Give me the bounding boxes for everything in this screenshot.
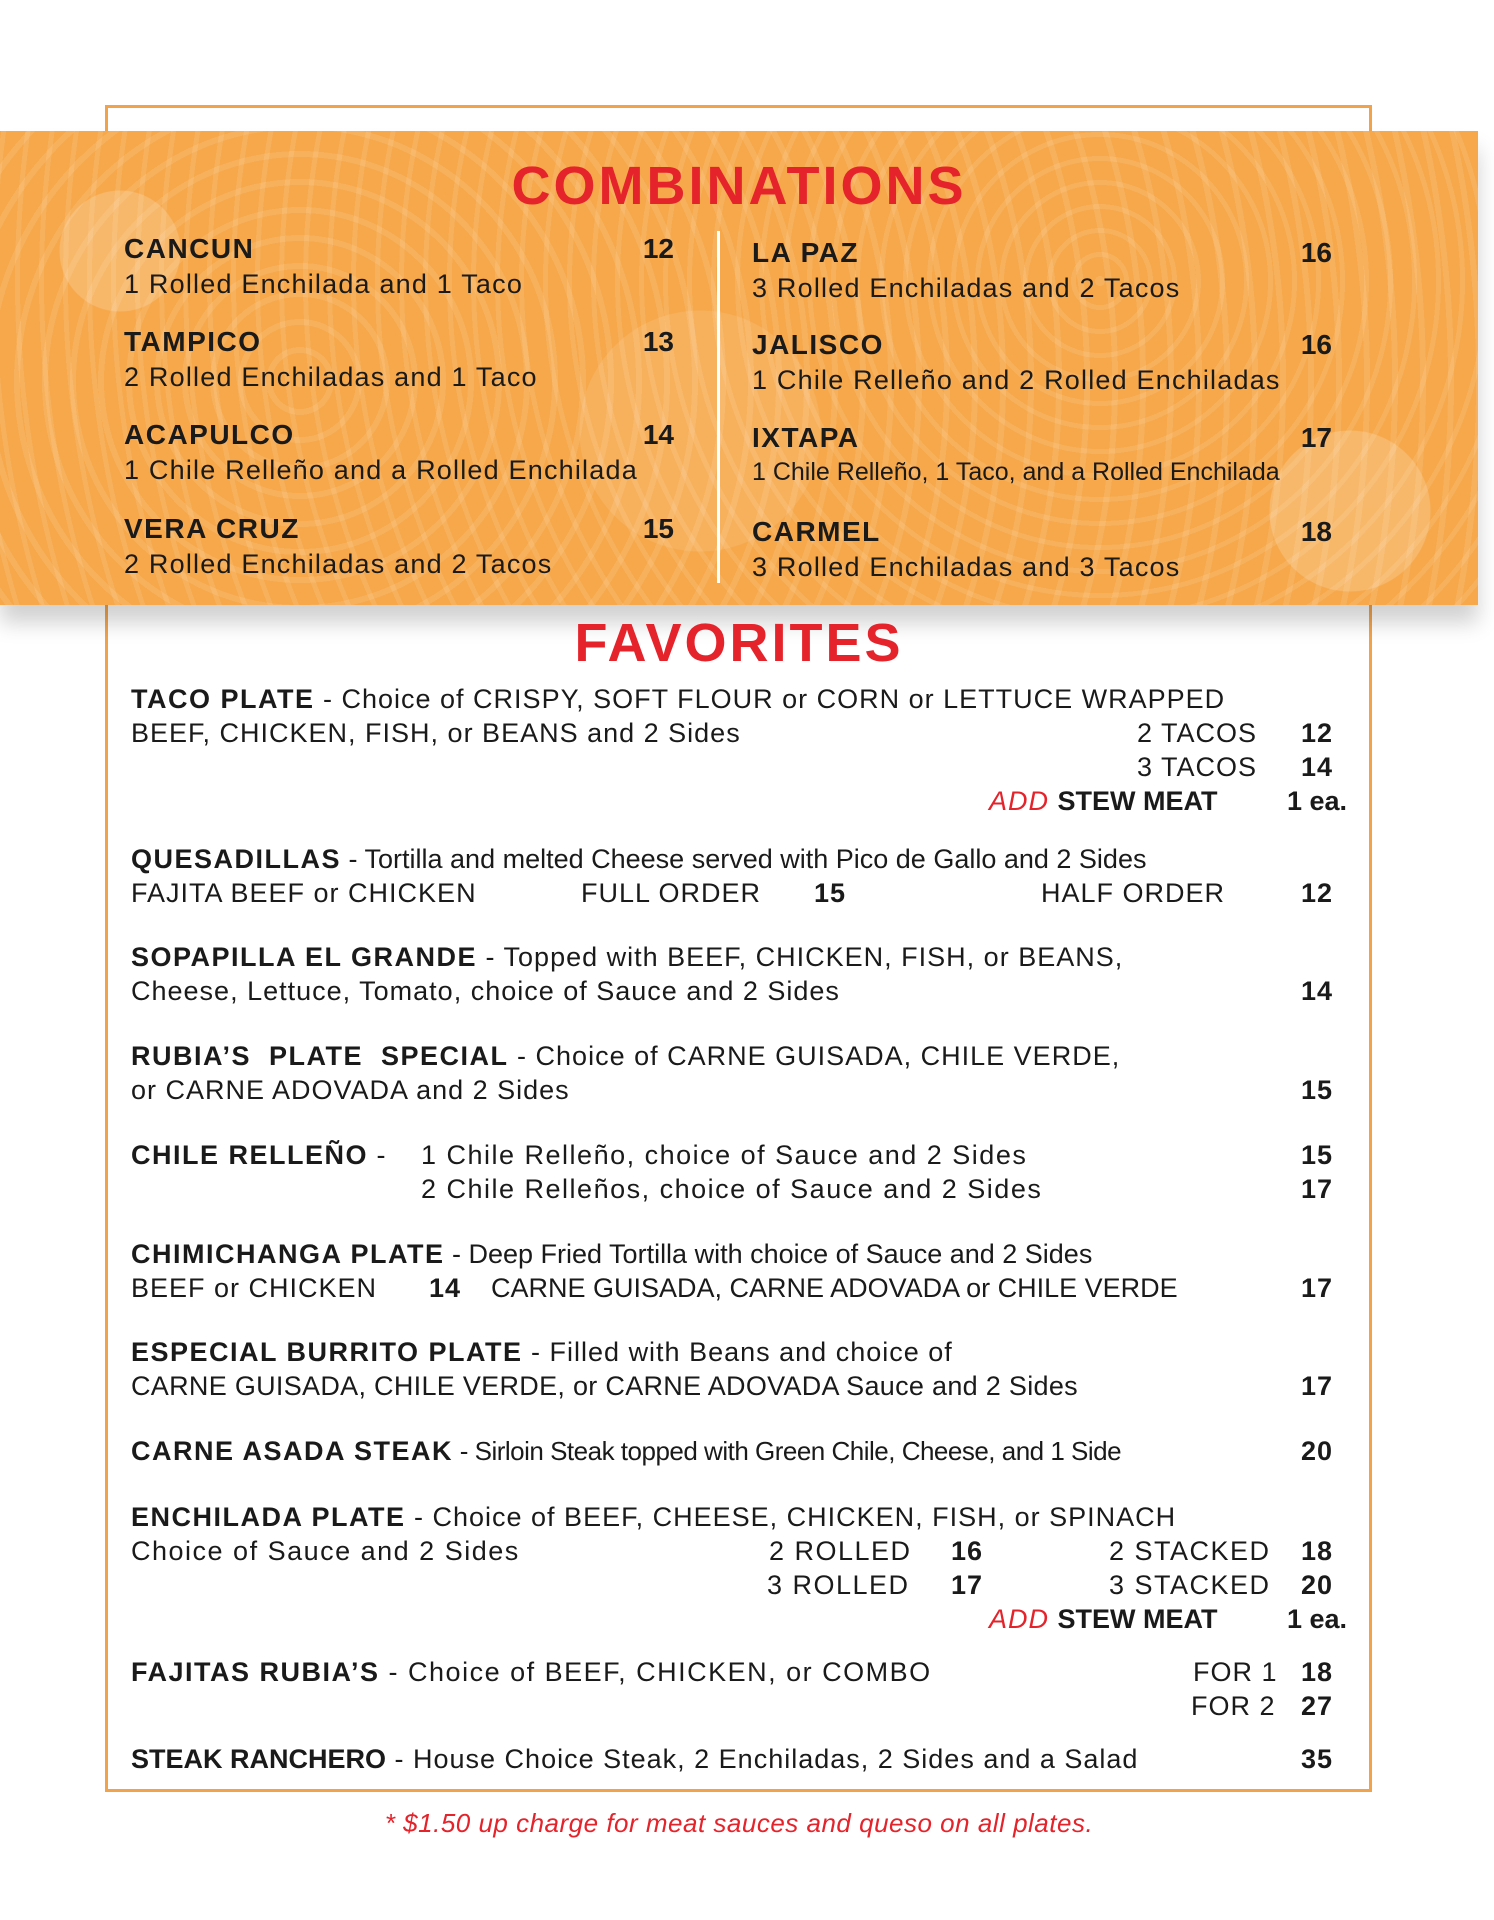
combo-name: LA PAZ xyxy=(752,237,859,268)
combo-name: JALISCO xyxy=(752,329,884,360)
combo-desc: 1 Chile Relleño, 1 Taco, and a Rolled Enchilada xyxy=(752,458,1280,486)
option-price: 12 xyxy=(1301,718,1334,748)
option-price: 27 xyxy=(1301,1691,1334,1721)
add-label: ADD xyxy=(989,786,1050,816)
combo-item-jalisco xyxy=(752,329,1332,396)
option-label: CARNE GUISADA, CARNE ADOVADA or CHILE VERDE xyxy=(491,1273,1178,1303)
footnote: * $1.50 up charge for meat sauces and queso on all plates. xyxy=(384,1808,1094,1838)
item-desc: FAJITA BEEF or CHICKEN xyxy=(131,878,477,908)
item-desc: - Choice of CRISPY, SOFT FLOUR or CORN or LETTUCE WRAPPED xyxy=(314,684,1226,714)
combo-desc: 1 Chile Relleño and a Rolled Enchilada xyxy=(124,455,638,485)
menu-item-carne-asada-steak xyxy=(131,1436,1351,1470)
item-price: 35 xyxy=(1301,1744,1334,1774)
combo-name: IXTAPA xyxy=(752,422,860,453)
menu-item-chimichanga-plate xyxy=(131,1239,1351,1307)
item-desc: - Choice of BEEF, CHICKEN, or COMBO xyxy=(379,1657,932,1687)
item-name: ESPECIAL BURRITO PLATE xyxy=(131,1337,523,1367)
combo-item-ixtapa xyxy=(752,422,1332,487)
add-item: STEW MEAT xyxy=(1057,1604,1218,1634)
item-desc: - Choice of BEEF, CHEESE, CHICKEN, FISH, or SPINACH xyxy=(405,1502,1177,1532)
add-label: ADD xyxy=(989,1604,1050,1634)
option-price: 18 xyxy=(1301,1536,1334,1566)
combinations-divider xyxy=(717,231,720,583)
option-label: BEEF or CHICKEN xyxy=(131,1273,378,1303)
combinations-title: COMBINATIONS xyxy=(511,156,967,216)
combo-desc: 3 Rolled Enchiladas and 3 Tacos xyxy=(752,552,1181,582)
option-label: 2 ROLLED xyxy=(769,1536,912,1566)
combo-item-carmel xyxy=(752,516,1332,583)
item-price: 17 xyxy=(1301,1174,1334,1204)
item-name: CHIMICHANGA PLATE xyxy=(131,1239,445,1269)
item-price: 20 xyxy=(1301,1436,1334,1466)
item-name: CHILE RELLEÑO xyxy=(131,1140,369,1170)
item-desc: 1 Chile Relleño, choice of Sauce and 2 Sides xyxy=(421,1140,1028,1170)
option-label: FOR 1 xyxy=(1193,1657,1278,1687)
option-label: 3 ROLLED xyxy=(767,1570,910,1600)
option-label: 2 STACKED xyxy=(1109,1536,1271,1566)
option-price: 20 xyxy=(1301,1570,1334,1600)
item-desc: - Tortilla and melted Cheese served with Pico de Gallo and 2 Sides xyxy=(341,844,1147,874)
option-price: 17 xyxy=(1301,1273,1334,1303)
item-name: RUBIA’S PLATE SPECIAL xyxy=(131,1041,509,1071)
item-desc: 2 Chile Relleños, choice of Sauce and 2 Sides xyxy=(421,1174,1043,1204)
menu-item-rubias-plate-special xyxy=(131,1041,1351,1109)
add-price: 1 ea. xyxy=(1287,1604,1348,1634)
option-price: 18 xyxy=(1301,1657,1334,1687)
combo-desc: 2 Rolled Enchiladas and 1 Taco xyxy=(124,362,538,392)
add-price: 1 ea. xyxy=(1287,786,1348,816)
add-item: STEW MEAT xyxy=(1057,786,1218,816)
option-label: 3 TACOS xyxy=(1137,752,1258,782)
item-name: FAJITAS RUBIA’S xyxy=(131,1657,380,1687)
combo-name: ACAPULCO xyxy=(124,419,295,450)
item-separator: - xyxy=(368,1140,396,1170)
combo-price: 16 xyxy=(1300,329,1332,360)
combo-item-vera-cruz xyxy=(124,513,674,580)
combinations-section xyxy=(0,131,1478,605)
item-price: 15 xyxy=(1301,1075,1334,1105)
item-desc: - Choice of CARNE GUISADA, CHILE VERDE, xyxy=(508,1041,1121,1071)
option-price: 17 xyxy=(951,1570,984,1600)
item-desc: - House Choice Steak, 2 Enchiladas, 2 Sides and a Salad xyxy=(386,1744,1139,1774)
menu-item-chile-relleno xyxy=(131,1140,1351,1208)
item-desc: - Topped with BEEF, CHICKEN, FISH, or BEANS, xyxy=(477,942,1124,972)
item-desc: CARNE GUISADA, CHILE VERDE, or CARNE ADOVADA Sauce and 2 Sides xyxy=(131,1371,1078,1401)
item-desc: - Deep Fried Tortilla with choice of Sauce and 2 Sides xyxy=(444,1239,1093,1269)
item-name: TACO PLATE xyxy=(131,684,315,714)
item-name: ENCHILADA PLATE xyxy=(131,1502,406,1532)
combo-name: TAMPICO xyxy=(124,326,262,357)
menu-item-steak-ranchero xyxy=(131,1744,1351,1778)
option-price: 15 xyxy=(814,878,847,908)
combo-price: 14 xyxy=(642,419,674,450)
combo-name: CARMEL xyxy=(752,516,881,547)
combo-item-la-paz xyxy=(752,237,1332,304)
combo-item-tampico xyxy=(124,326,674,393)
combo-price: 12 xyxy=(642,233,674,264)
combo-desc: 1 Rolled Enchilada and 1 Taco xyxy=(124,269,524,299)
option-label: FOR 2 xyxy=(1191,1691,1276,1721)
combo-price: 16 xyxy=(1300,237,1332,268)
item-name: QUESADILLAS xyxy=(131,844,342,874)
item-price: 17 xyxy=(1301,1371,1334,1401)
item-name: STEAK RANCHERO xyxy=(131,1744,387,1774)
combo-name: CANCUN xyxy=(124,233,255,264)
item-desc: Choice of Sauce and 2 Sides xyxy=(131,1536,520,1566)
menu-item-enchilada-plate xyxy=(131,1502,1351,1638)
option-price: 14 xyxy=(429,1273,462,1303)
item-desc: or CARNE ADOVADA and 2 Sides xyxy=(131,1075,570,1105)
option-label: 3 STACKED xyxy=(1109,1570,1271,1600)
combo-price: 15 xyxy=(642,513,674,544)
combo-desc: 3 Rolled Enchiladas and 2 Tacos xyxy=(752,273,1181,303)
combo-desc: 1 Chile Relleño and 2 Rolled Enchiladas xyxy=(752,365,1281,395)
menu-item-especial-burrito-plate xyxy=(131,1337,1351,1405)
item-desc: BEEF, CHICKEN, FISH, or BEANS and 2 Sides xyxy=(131,718,741,748)
combo-price: 13 xyxy=(642,326,674,357)
combo-price: 18 xyxy=(1300,516,1332,547)
item-price: 15 xyxy=(1301,1140,1334,1170)
item-name: CARNE ASADA STEAK xyxy=(131,1436,454,1466)
combo-item-cancun xyxy=(124,233,674,300)
menu-item-taco-plate xyxy=(131,684,1351,820)
item-desc: - Filled with Beans and choice of xyxy=(522,1337,953,1367)
option-price: 12 xyxy=(1301,878,1334,908)
option-label: 2 TACOS xyxy=(1137,718,1258,748)
option-price: 14 xyxy=(1301,752,1334,782)
option-price: 16 xyxy=(951,1536,984,1566)
combo-desc: 2 Rolled Enchiladas and 2 Tacos xyxy=(124,549,553,579)
combo-price: 17 xyxy=(1300,422,1332,453)
option-label: FULL ORDER xyxy=(581,878,762,908)
menu-item-quesadillas xyxy=(131,844,1351,912)
item-name: SOPAPILLA EL GRANDE xyxy=(131,942,478,972)
item-desc: Cheese, Lettuce, Tomato, choice of Sauce and 2 Sides xyxy=(131,976,840,1006)
item-desc: - Sirloin Steak topped with Green Chile, Cheese, and 1 Side xyxy=(453,1436,1122,1466)
favorites-title: FAVORITES xyxy=(574,613,904,673)
combo-name: VERA CRUZ xyxy=(124,513,300,544)
item-price: 14 xyxy=(1301,976,1334,1006)
menu-item-fajitas-rubias xyxy=(131,1657,1351,1725)
option-label: HALF ORDER xyxy=(1041,878,1226,908)
combo-item-acapulco xyxy=(124,419,674,486)
menu-item-sopapilla-el-grande xyxy=(131,942,1351,1010)
